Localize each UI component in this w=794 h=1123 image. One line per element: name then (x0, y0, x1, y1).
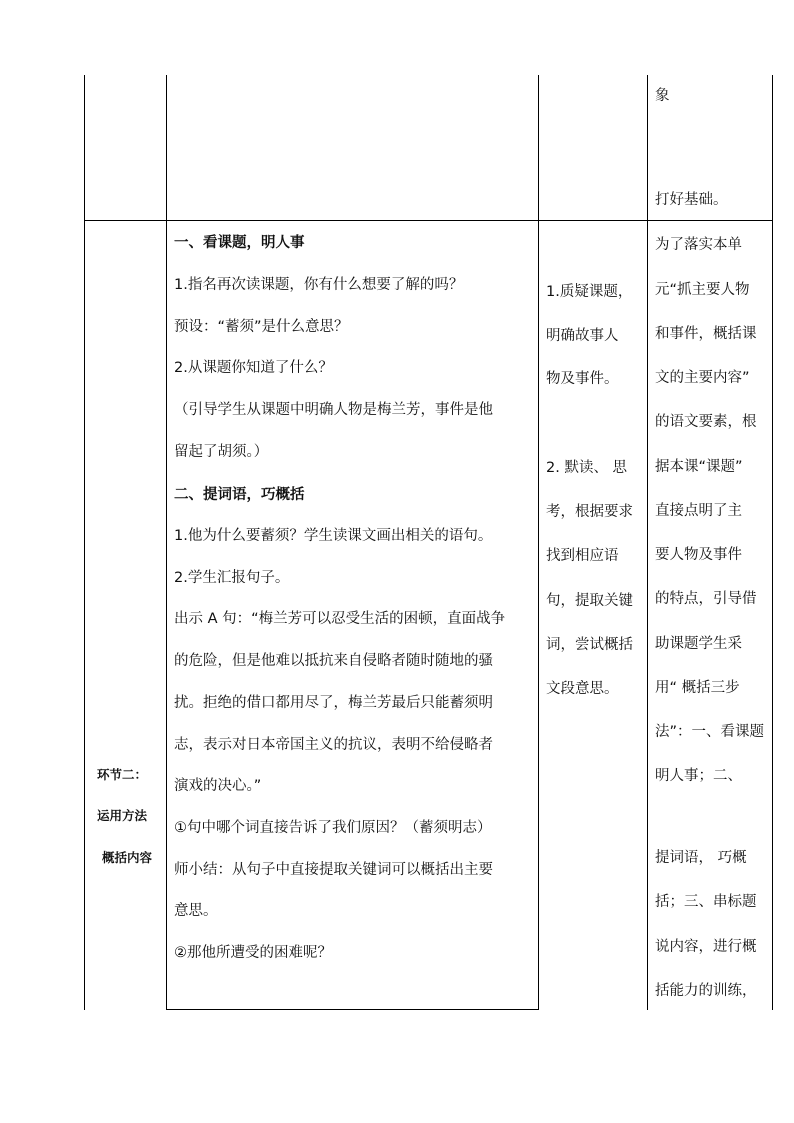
section-label-line1: 环节二： (97, 767, 148, 782)
intent-line: 要人物及事件 (655, 547, 742, 563)
activity-line: 考，根据要求 (546, 504, 633, 520)
activity-line: 1.质疑课题， (546, 284, 633, 300)
intent-line: 元“抓主要人物 (655, 282, 750, 298)
intent-line: 括；三、串标题 (655, 894, 757, 910)
heading-2: 二、提词语，巧概括 (174, 487, 305, 503)
intent-line: 直接点明了主 (655, 503, 742, 519)
intent-line: 为了落实本单 (655, 237, 742, 253)
content-line: 1.指名再次读课题，你有什么想要了解的吗？ (174, 277, 464, 293)
content-line: 意思。 (174, 903, 218, 919)
intent-line: 助课题学生采 (655, 636, 742, 652)
content-line: 演戏的决心。” (174, 778, 262, 794)
intent-line: 文的主要内容” (655, 370, 750, 386)
intent-line: 括能力的训练， (655, 983, 757, 999)
table-border-col2 (538, 75, 539, 1010)
intent-line: 和事件，概括课 (655, 326, 757, 342)
table-border-col1 (166, 75, 167, 1010)
section-label-line3: 概括内容 (102, 850, 153, 865)
intent-line: 明人事；二、 (655, 768, 742, 784)
activity-line: 找到相应语 (546, 548, 619, 564)
activity-line: 明确故事人 (546, 328, 619, 344)
row1-col4-line1: 象 (655, 88, 670, 104)
content-line: 预设：“蓄须”是什么意思？ (174, 319, 349, 335)
content-line: 2.从课题你知道了什么？ (174, 360, 333, 376)
content-line: ②那他所遭受的困难呢？ (174, 945, 332, 961)
content-line: 1.他为什么要蓄须？学生读课文画出相关的语句。 (174, 528, 493, 544)
row1-col4-line2: 打好基础。 (655, 192, 728, 208)
content-line: ①句中哪个词直接告诉了我们原因？（蓄须明志） (174, 820, 492, 836)
content-line: 师小结：从句子中直接提取关键词可以概括出主要 (174, 862, 493, 878)
heading-1: 一、看课题，明人事 (174, 235, 305, 251)
table-row-divider (84, 220, 773, 221)
activity-line: 文段意思。 (546, 681, 619, 697)
table-border-left (84, 75, 85, 1010)
content-line: 扰。拒绝的借口都用尽了，梅兰芳最后只能蓄须明 (174, 695, 493, 711)
table-border-col3 (647, 75, 648, 1010)
intent-line: 用“ 概括三步 (655, 680, 740, 696)
intent-line: 法”：一、看课题 (655, 724, 765, 740)
activity-line: 词，尝试概括 (546, 637, 633, 653)
content-line: 志，表示对日本帝国主义的抗议，表明不给侵略者 (174, 737, 493, 753)
activity-line: 2. 默读、 思 (546, 460, 628, 476)
content-line: 出示 A 句：“梅兰芳可以忍受生活的困顿，直面战争 (174, 611, 506, 627)
activity-line: 物及事件。 (546, 371, 619, 387)
content-line: 留起了胡须。） (174, 444, 269, 460)
intent-line: 提词语， 巧概 (655, 850, 747, 866)
content-line: 2.学生汇报句子。 (174, 570, 290, 586)
table-bottom-border (166, 1009, 539, 1010)
section-label-line2: 运用方法 (97, 808, 148, 823)
content-line: （引导学生从课题中明确人物是梅兰芳，事件是他 (174, 402, 493, 418)
intent-line: 的语文要素，根 (655, 414, 757, 430)
intent-line: 说内容，进行概 (655, 939, 757, 955)
content-line: 的危险，但是他难以抵抗来自侵略者随时随地的骚 (174, 653, 493, 669)
table-border-right (772, 75, 773, 1010)
activity-line: 句，提取关键 (546, 593, 633, 609)
intent-line: 据本课“课题” (655, 459, 743, 475)
intent-line: 的特点，引导借 (655, 591, 757, 607)
